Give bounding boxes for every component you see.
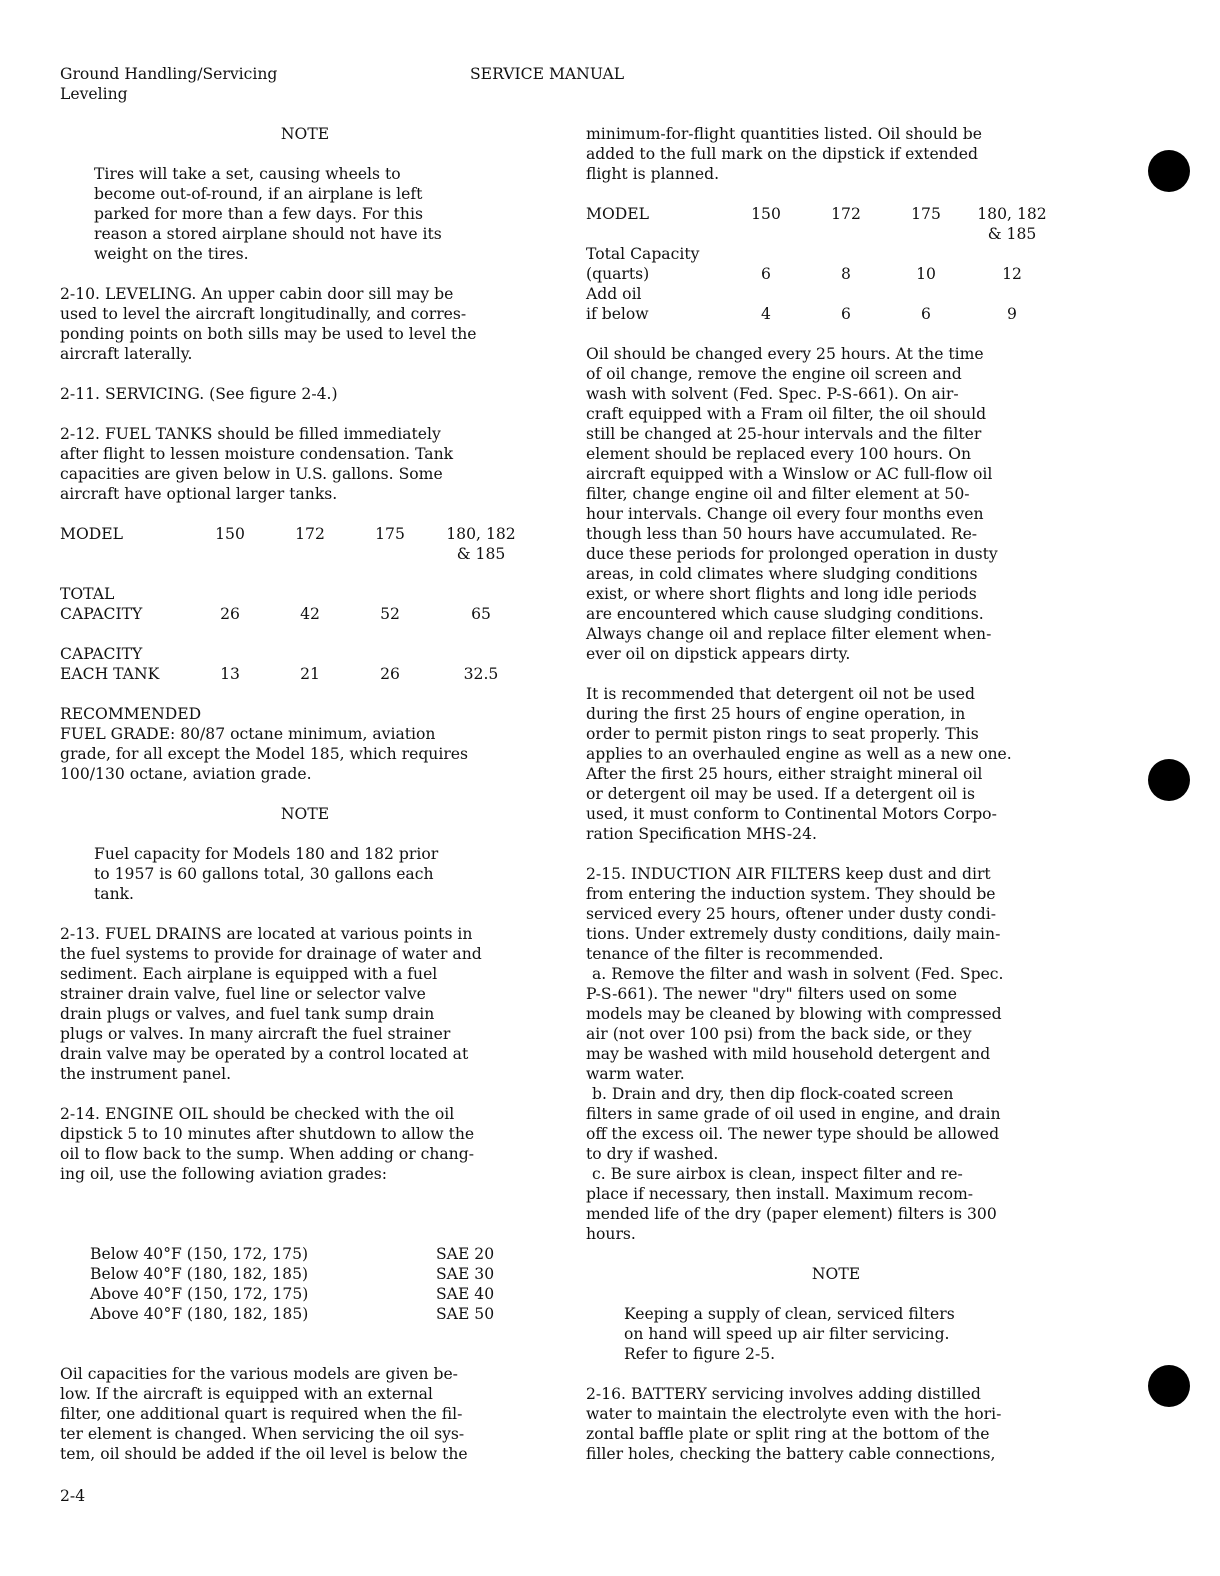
text-line: ration Specification MHS-24. [586, 825, 817, 843]
text-line: serviced every 25 hours, oftener under dusty condi- [586, 905, 997, 923]
table-header-cell: MODEL [586, 205, 649, 223]
text-line: dipstick 5 to 10 minutes after shutdown to allow the [60, 1125, 475, 1143]
text-line: duce these periods for prolonged operation in dusty [586, 545, 998, 563]
table-cell: Above 40°F (150, 172, 175) [90, 1285, 309, 1303]
text-line: place if necessary, then install. Maximum recom- [586, 1185, 974, 1203]
table-row [60, 584, 532, 624]
table-cell: SAE 50 [436, 1305, 495, 1323]
note-title: NOTE [280, 805, 330, 823]
text-line: zontal baffle plate or split ring at the bottom of the [586, 1425, 990, 1443]
text-line: ever oil on dipstick appears dirty. [586, 645, 851, 663]
text-line: after flight to lessen moisture condensation. Tank [60, 445, 454, 463]
text-line: sediment. Each airplane is equipped with a fuel [60, 965, 438, 983]
table-header-cell: 175 [911, 205, 941, 223]
text-line: mended life of the dry (paper element) filters is 300 [586, 1205, 997, 1223]
table-cell: SAE 30 [436, 1265, 495, 1283]
table-cell: 12 [1002, 265, 1022, 283]
table-row [90, 1264, 510, 1284]
text-line: Oil should be changed every 25 hours. At the time [586, 345, 984, 363]
text-line: may be washed with mild household detergent and [586, 1045, 991, 1063]
text-line: 2-13. FUEL DRAINS are located at various points in [60, 925, 473, 943]
table-cell: 26 [220, 605, 240, 623]
text-line: the fuel systems to provide for drainage of water and [60, 945, 482, 963]
table-cell: SAE 40 [436, 1285, 495, 1303]
step-c [586, 1164, 1076, 1244]
text-line: aircraft have optional larger tanks. [60, 485, 338, 503]
text-line: exist, or where short flights and long idle periods [586, 585, 977, 603]
table-header-cell: 150 [751, 205, 781, 223]
text-line: used, it must conform to Continental Motors Corpo- [586, 805, 997, 823]
oil-capacity-table [586, 204, 1058, 324]
text-line: element should be replaced every 100 hours. On [586, 445, 972, 463]
note-line: parked for more than a few days. For this [94, 205, 423, 223]
table-row-label [60, 584, 190, 624]
paragraph-induction-filters [586, 864, 1076, 964]
table-cell: 21 [300, 665, 320, 683]
note-fuel-capacity [60, 844, 540, 904]
text-line: hour intervals. Change oil every four months even [586, 505, 984, 523]
text-line: 2-14. ENGINE OIL should be checked with the oil [60, 1105, 455, 1123]
table-cell: 4 [761, 305, 771, 323]
binder-hole-icon [1148, 1365, 1190, 1407]
table-cell: 52 [380, 605, 400, 623]
paragraph-oil-change [586, 344, 1076, 664]
table-cell: 42 [300, 605, 320, 623]
table-cell: 9 [1007, 305, 1017, 323]
note-line: Fuel capacity for Models 180 and 182 prior [94, 845, 439, 863]
paragraph-servicing: 2-11. SERVICING. (See figure 2-4.) [60, 385, 338, 403]
text-line: Always change oil and replace filter element when- [586, 625, 992, 643]
text-line: minimum-for-flight quantities listed. Oil should be [586, 125, 982, 143]
text-line: ing oil, use the following aviation grades: [60, 1165, 388, 1183]
table-cell: 6 [761, 265, 771, 283]
table-cell: Below 40°F (150, 172, 175) [90, 1245, 309, 1263]
table-row-label [586, 244, 726, 284]
text-line: areas, in cold climates where sludging conditions [586, 565, 978, 583]
note-title: NOTE [811, 1265, 861, 1283]
table-row-label [586, 284, 726, 324]
text-line: 2-15. INDUCTION AIR FILTERS keep dust and dirt [586, 865, 991, 883]
paragraph-battery [586, 1384, 1076, 1464]
note-line: to 1957 is 60 gallons total, 30 gallons each [94, 865, 434, 883]
label-line: TOTAL [60, 585, 115, 603]
text-line: ter element is changed. When servicing the oil sys- [60, 1425, 465, 1443]
text-line: still be changed at 25-hour intervals and the filter [586, 425, 982, 443]
text-line: It is recommended that detergent oil not be used [586, 685, 975, 703]
text-line: drain valve may be operated by a control located at [60, 1045, 469, 1063]
text-line: models may be cleaned by blowing with compressed [586, 1005, 1002, 1023]
text-line: Oil capacities for the various models are given be- [60, 1365, 458, 1383]
text-line: FUEL GRADE: 80/87 octane minimum, aviation [60, 725, 436, 743]
paragraph-oil-capacities [60, 1364, 540, 1464]
binder-hole-icon [1148, 150, 1190, 192]
text-line: though less than 50 hours have accumulated. Re- [586, 525, 978, 543]
table-cell: SAE 20 [436, 1245, 495, 1263]
label-line: EACH TANK [60, 665, 160, 683]
text-line: capacities are given below in U.S. gallons. Some [60, 465, 443, 483]
text-line: b. Drain and dry, then dip flock-coated screen [592, 1085, 954, 1103]
table-cell: 8 [841, 265, 851, 283]
text-line: c. Be sure airbox is clean, inspect filter and re- [592, 1165, 963, 1183]
text-line: aircraft equipped with a Winslow or AC full-flow oil [586, 465, 993, 483]
paragraph-fuel-tanks [60, 424, 540, 504]
table-cell: 6 [921, 305, 931, 323]
note-filters [586, 1304, 1076, 1364]
table-row [60, 644, 532, 684]
text-line: tem, oil should be added if the oil level is below the [60, 1445, 468, 1463]
note-line: Refer to figure 2-5. [624, 1345, 776, 1363]
table-cell: Below 40°F (180, 182, 185) [90, 1265, 309, 1283]
header-line: & 185 [987, 225, 1037, 243]
table-row [90, 1304, 510, 1324]
note-line: Keeping a supply of clean, serviced filters [624, 1305, 955, 1323]
label-line: CAPACITY [60, 605, 143, 623]
table-cell: Above 40°F (180, 182, 185) [90, 1305, 309, 1323]
table-header-row [60, 524, 532, 564]
text-line: a. Remove the filter and wash in solvent (Fed. Spec. [592, 965, 1004, 983]
table-header-cell: 150 [215, 525, 245, 543]
label-line: (quarts) [586, 265, 650, 283]
right-column [586, 124, 1076, 1464]
table-row [90, 1284, 510, 1304]
text-line: tenance of the filter is recommended. [586, 945, 884, 963]
text-line: order to permit piston rings to seat properly. This [586, 725, 979, 743]
step-a [586, 964, 1076, 1084]
note-line: Tires will take a set, causing wheels to [94, 165, 401, 183]
text-line: low. If the aircraft is equipped with an external [60, 1385, 433, 1403]
table-cell: 26 [380, 665, 400, 683]
table-cell: 65 [471, 605, 491, 623]
text-line: the instrument panel. [60, 1065, 232, 1083]
text-line: applies to an overhauled engine as well as a new one. [586, 745, 1012, 763]
text-line: warm water. [586, 1065, 685, 1083]
text-line: water to maintain the electrolyte even with the hori- [586, 1405, 1002, 1423]
text-line: ponding points on both sills may be used to level the [60, 325, 477, 343]
text-line: oil to flow back to the sump. When adding or chang- [60, 1145, 474, 1163]
table-row [586, 284, 1058, 324]
note-line: reason a stored airplane should not have its [94, 225, 442, 243]
label-line: Total Capacity [586, 245, 700, 263]
text-line: wash with solvent (Fed. Spec. P-S-661). On air- [586, 385, 959, 403]
paragraph-detergent-oil [586, 684, 1076, 844]
note-line: become out-of-round, if an airplane is left [94, 185, 423, 203]
table-header-cell [966, 204, 1058, 244]
text-line: 2-16. BATTERY servicing involves adding distilled [586, 1385, 981, 1403]
text-line: strainer drain valve, fuel line or selector valve [60, 985, 426, 1003]
section-title: Ground Handling/Servicing [60, 65, 278, 83]
header-line: & 185 [456, 545, 506, 563]
left-column [60, 124, 540, 1464]
note-tires [60, 164, 540, 264]
text-line: craft equipped with a Fram oil filter, the oil should [586, 405, 987, 423]
text-line: off the excess oil. The newer type should be allowed [586, 1125, 1000, 1143]
text-line: to dry if washed. [586, 1145, 719, 1163]
text-line: or detergent oil may be used. If a detergent oil is [586, 785, 976, 803]
table-row-label [60, 644, 190, 684]
text-line: hours. [586, 1225, 636, 1243]
note-title: NOTE [280, 125, 330, 143]
paragraph-fuel-drains [60, 924, 540, 1084]
table-cell: 13 [220, 665, 240, 683]
header-line: 180, 182 [446, 525, 516, 543]
text-line: grade, for all except the Model 185, which requires [60, 745, 469, 763]
table-row [90, 1244, 510, 1264]
table-header-cell: 172 [831, 205, 861, 223]
text-line: filter, one additional quart is required when the fil- [60, 1405, 463, 1423]
manual-title: SERVICE MANUAL [470, 65, 625, 83]
paragraph-leveling [60, 284, 540, 364]
text-line: of oil change, remove the engine oil screen and [586, 365, 962, 383]
step-b [586, 1084, 1076, 1164]
text-line: filters in same grade of oil used in engine, and drain [586, 1105, 1001, 1123]
section-header [60, 64, 380, 104]
table-cell: 6 [841, 305, 851, 323]
table-header-cell [430, 524, 532, 564]
text-line: RECOMMENDED [60, 705, 202, 723]
text-line: 100/130 octane, aviation grade. [60, 765, 312, 783]
note-line: tank. [94, 885, 135, 903]
paragraph-oil-intro [586, 124, 1076, 184]
page-number: 2-4 [60, 1487, 86, 1505]
paragraph-engine-oil [60, 1104, 540, 1184]
text-line: drain plugs or valves, and fuel tank sump drain [60, 1005, 435, 1023]
binder-hole-icon [1148, 759, 1190, 801]
text-line: added to the full mark on the dipstick if extended [586, 145, 978, 163]
text-line: during the first 25 hours of engine operation, in [586, 705, 966, 723]
label-line: Add oil [586, 285, 642, 303]
fuel-capacity-table [60, 524, 532, 684]
header-line: 180, 182 [977, 205, 1047, 223]
text-line: are encountered which cause sludging conditions. [586, 605, 984, 623]
text-line: from entering the induction system. They should be [586, 885, 996, 903]
text-line: aircraft laterally. [60, 345, 193, 363]
text-line: 2-12. FUEL TANKS should be filled immediately [60, 425, 441, 443]
oil-grade-table [90, 1244, 510, 1324]
text-line: filler holes, checking the battery cable connections, [586, 1445, 996, 1463]
text-line: filter, change engine oil and filter element at 50- [586, 485, 970, 503]
paragraph-fuel-grade [60, 704, 540, 784]
text-line: air (not over 100 psi) from the back side, or they [586, 1025, 972, 1043]
table-cell: 32.5 [463, 665, 499, 683]
text-line: After the first 25 hours, either straight mineral oil [586, 765, 983, 783]
note-line: weight on the tires. [94, 245, 249, 263]
table-row [586, 244, 1058, 284]
text-line: 2-10. LEVELING. An upper cabin door sill may be [60, 285, 454, 303]
text-line: used to level the aircraft longitudinally, and corres- [60, 305, 467, 323]
text-line: tions. Under extremely dusty conditions, daily main- [586, 925, 1001, 943]
table-cell: 10 [916, 265, 936, 283]
text-line: P-S-661). The newer "dry" filters used on some [586, 985, 957, 1003]
table-header-cell: MODEL [60, 525, 123, 543]
table-header-row [586, 204, 1058, 244]
table-header-cell: 175 [375, 525, 405, 543]
text-line: flight is planned. [586, 165, 720, 183]
subsection-title: Leveling [60, 85, 128, 103]
label-line: CAPACITY [60, 645, 143, 663]
table-header-cell: 172 [295, 525, 325, 543]
label-line: if below [586, 305, 649, 323]
text-line: plugs or valves. In many aircraft the fuel strainer [60, 1025, 451, 1043]
note-line: on hand will speed up air filter servicing. [624, 1325, 950, 1343]
